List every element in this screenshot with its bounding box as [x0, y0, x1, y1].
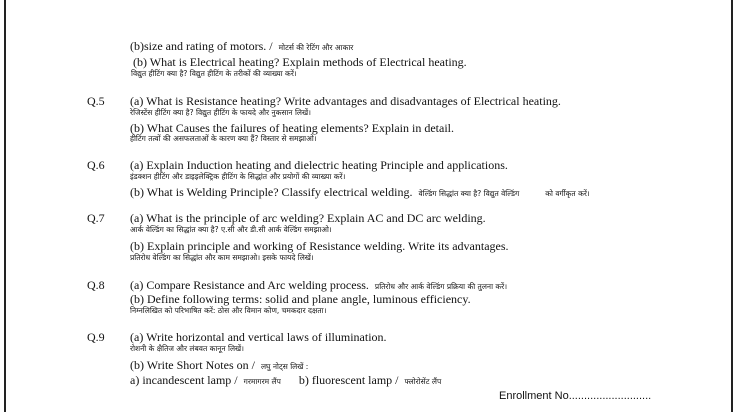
q5b-text: (b) What Causes the failures of heating elements? Explain in detail. — [130, 121, 455, 135]
question-number-6: Q.6 — [87, 158, 105, 172]
q9-part-c — [130, 373, 441, 389]
enrollment-number-field: Enrollment No........................... — [499, 390, 652, 402]
q5a-hindi: रेजिस्टेंस हीटिंग क्या है? विद्युत हीटिंग के फायदे और नुकसान लिखें। — [130, 108, 311, 117]
q6-part-b — [130, 185, 590, 201]
question-number-7: Q.7 — [87, 211, 105, 225]
q6b-hindi-1: वेल्डिंग सिद्धांत क्या है? विद्युत वेल्डिंग — [418, 189, 520, 198]
q6a-text: (a) Explain Induction heating and dielectric heating Principle and applications. — [130, 158, 508, 172]
right-border — [731, 0, 733, 412]
q7b-hindi: प्रतिरोध वेल्डिंग का सिद्धांत और काम समझाओ। इसके फायदे लिखें। — [130, 253, 314, 262]
q7a-text: (a) What is the principle of arc welding? Explain AC and DC arc welding. — [130, 211, 486, 225]
left-border — [4, 0, 6, 412]
q9b-hindi: लघु नोट्स लिखें : — [260, 362, 309, 371]
q9-part-b — [130, 358, 308, 374]
q4b1-hindi: मोटर्स की रेटिंग और आकार — [278, 43, 354, 52]
question-number-9: Q.9 — [87, 330, 105, 344]
q8b-hindi: निम्नलिखित को परिभाषित करें: ठोस और विमान कोण, चमकदार दक्षता। — [130, 306, 327, 315]
q9c-fluorescent-hindi: फ्लोरोसेंट लैंप — [404, 377, 442, 386]
q8a-hindi: प्रतिरोध और आर्क वेल्डिंग प्रक्रिया की तुलना करें। — [374, 282, 508, 291]
q6b-hindi-2: को वर्गीकृत करें। — [545, 189, 590, 198]
q4-part-b2-hindi: विद्युत हीटिंग क्या है? विद्युत हीटिंग के तरीकों की व्याख्या करें। — [131, 69, 297, 78]
q9b-text: (b) Write Short Notes on / — [130, 358, 255, 372]
q6b-text: (b) What is Welding Principle? Classify electrical welding. — [130, 185, 413, 199]
q9c-fluorescent-text: b) fluorescent lamp / — [298, 373, 399, 387]
q9c-incandescent-hindi: गरमागरम लैंप — [243, 377, 281, 386]
q5b-hindi: हीटिंग तत्वों की असफलताओं के कारण क्या हैं? विस्तार से समझाओ। — [130, 134, 317, 143]
question-number-8: Q.8 — [87, 278, 105, 292]
q6a-hindi: इंडक्शन हीटिंग और डाइइलेक्ट्रिक हीटिंग के सिद्धांत और प्रयोगों की व्याख्या करें। — [130, 172, 346, 181]
q4-part-b1 — [130, 39, 353, 55]
q8a-text: (a) Compare Resistance and Arc welding process. — [130, 278, 369, 292]
q9a-hindi: रोशनी के क्षैतिज और लंबवत कानून लिखें। — [130, 344, 245, 353]
q5a-text: (a) What is Resistance heating? Write advantages and disadvantages of Electrical heating. — [130, 94, 561, 108]
q4-part-b2-text: (b) What is Electrical heating? Explain methods of Electrical heating. — [133, 55, 467, 69]
question-number-5: Q.5 — [87, 94, 105, 108]
q9a-text: (a) Write horizontal and vertical laws of illumination. — [130, 330, 387, 344]
q7a-hindi: आर्क वेल्डिंग का सिद्धांत क्या है? ए.सी और डी.सी आर्क वेल्डिंग समझाओ। — [130, 225, 332, 234]
q4b1-text: (b)size and rating of motors. / — [130, 39, 273, 53]
q8b-text: (b) Define following terms: solid and plane angle, luminous efficiency. — [130, 292, 471, 306]
q9c-incandescent-text: a) incandescent lamp / — [130, 373, 238, 387]
q7b-text: (b) Explain principle and working of Resistance welding. Write its advantages. — [130, 239, 509, 253]
